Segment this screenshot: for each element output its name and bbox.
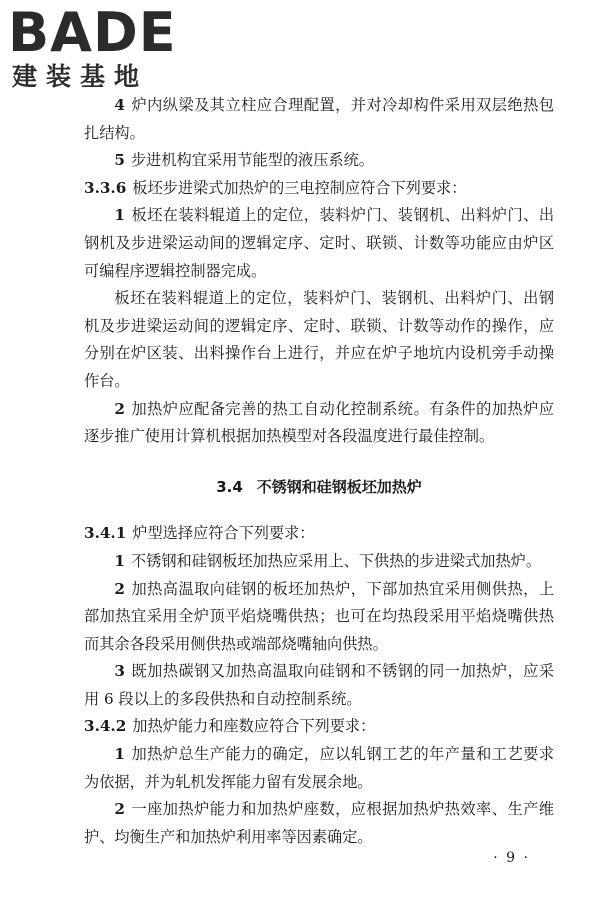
clause-number: 3.4.1 xyxy=(84,524,127,543)
item-number: 2 xyxy=(114,579,125,598)
paragraph-text: 炉内纵梁及其立柱应合理配置，并对冷却构件采用双层绝热包扎结构。 xyxy=(84,96,554,142)
paragraph-item-2 xyxy=(84,796,554,851)
logo-word: BADE xyxy=(8,1,177,64)
item-number: 1 xyxy=(114,206,125,225)
item-number: 2 xyxy=(114,800,125,819)
paragraph-text: 板坯在装料辊道上的定位，装料炉门、装钢机、出料炉门、出钢机及步进梁运动间的逻辑定序、定时、联锁、计数等功能应由炉区可编程序逻辑控制器完成。 xyxy=(84,206,554,280)
clause-3-3-6 xyxy=(84,175,554,203)
document-body xyxy=(84,92,554,851)
paragraph-item-4 xyxy=(84,92,554,147)
paragraph-text: 板坯步进梁式加热炉的三电控制应符合下列要求： xyxy=(132,178,467,197)
paragraph-item-5 xyxy=(84,147,554,175)
paragraph-item-1 xyxy=(84,548,554,576)
item-number: 3 xyxy=(114,662,125,681)
paragraph-text: 加热炉能力和座数应符合下列要求： xyxy=(132,717,376,736)
section-title: 不锈钢和硅钢板坯加热炉 xyxy=(256,477,422,496)
paragraph-text: 一座加热炉能力和加热炉座数，应根据加热炉热效率、生产维护、均衡生产和加热炉利用率等因素确定。 xyxy=(84,800,554,846)
paragraph-text: 加热炉总生产能力的确定，应以轧钢工艺的年产量和工艺要求为依据，并为轧机发挥能力留有发展余地。 xyxy=(84,745,554,791)
clause-number: 3.3.6 xyxy=(84,178,127,197)
paragraph-text: 加热炉应配备完善的热工自动化控制系统。有条件的加热炉应逐步推广使用计算机根据加热模型对各段温度进行最佳控制。 xyxy=(84,399,554,446)
paragraph-text: 板坯在装料辊道上的定位，装料炉门、装钢机、出料炉门、出钢机及步进梁运动间的逻辑定序、定时、联锁、计数等动作的操作，应分别在炉区装、出料操作台上进行，并应在炉子地坑内设机旁手动操作台。 xyxy=(84,289,554,390)
logo xyxy=(8,1,178,94)
paragraph-item-1 xyxy=(84,741,554,796)
paragraph-text: 既加热碳钢又加热高温取向硅钢和不锈钢的同一加热炉，应采用 6 段以上的多段供热和自动控制系统。 xyxy=(84,662,554,708)
clause-3-4-2 xyxy=(84,713,554,741)
paragraph-item-1 xyxy=(84,202,554,285)
item-number: 1 xyxy=(114,551,125,570)
clause-number: 3.4.2 xyxy=(84,717,127,736)
item-number: 2 xyxy=(114,399,125,418)
paragraph-item-2 xyxy=(84,396,554,451)
paragraph-text: 步进机构宜采用节能型的液压系统。 xyxy=(130,151,374,170)
item-number: 4 xyxy=(114,96,125,114)
page-number: · 9 · xyxy=(493,850,530,866)
item-number: 1 xyxy=(114,745,125,764)
item-number: 5 xyxy=(114,151,125,170)
paragraph-item-2 xyxy=(84,576,554,659)
paragraph-text: 不锈钢和硅钢板坯加热应采用上、下供热的步进梁式加热炉。 xyxy=(130,551,542,570)
paragraph-text: 加热高温取向硅钢的板坯加热炉，下部加热宜采用侧供热，上部加热宜采用全炉顶平焰烧嘴供热；也可在均热段采用平焰烧嘴供热而其余各段采用侧供热或端部烧嘴轴向供热。 xyxy=(84,579,554,653)
logo-subtitle: 建装基地 xyxy=(12,62,149,91)
paragraph-continuation xyxy=(84,285,554,395)
paragraph-text: 炉型选择应符合下列要求： xyxy=(132,524,315,543)
section-number: 3.4 xyxy=(216,477,243,496)
section-heading xyxy=(84,474,554,502)
paragraph-item-3 xyxy=(84,658,554,713)
clause-3-4-1 xyxy=(84,520,554,548)
